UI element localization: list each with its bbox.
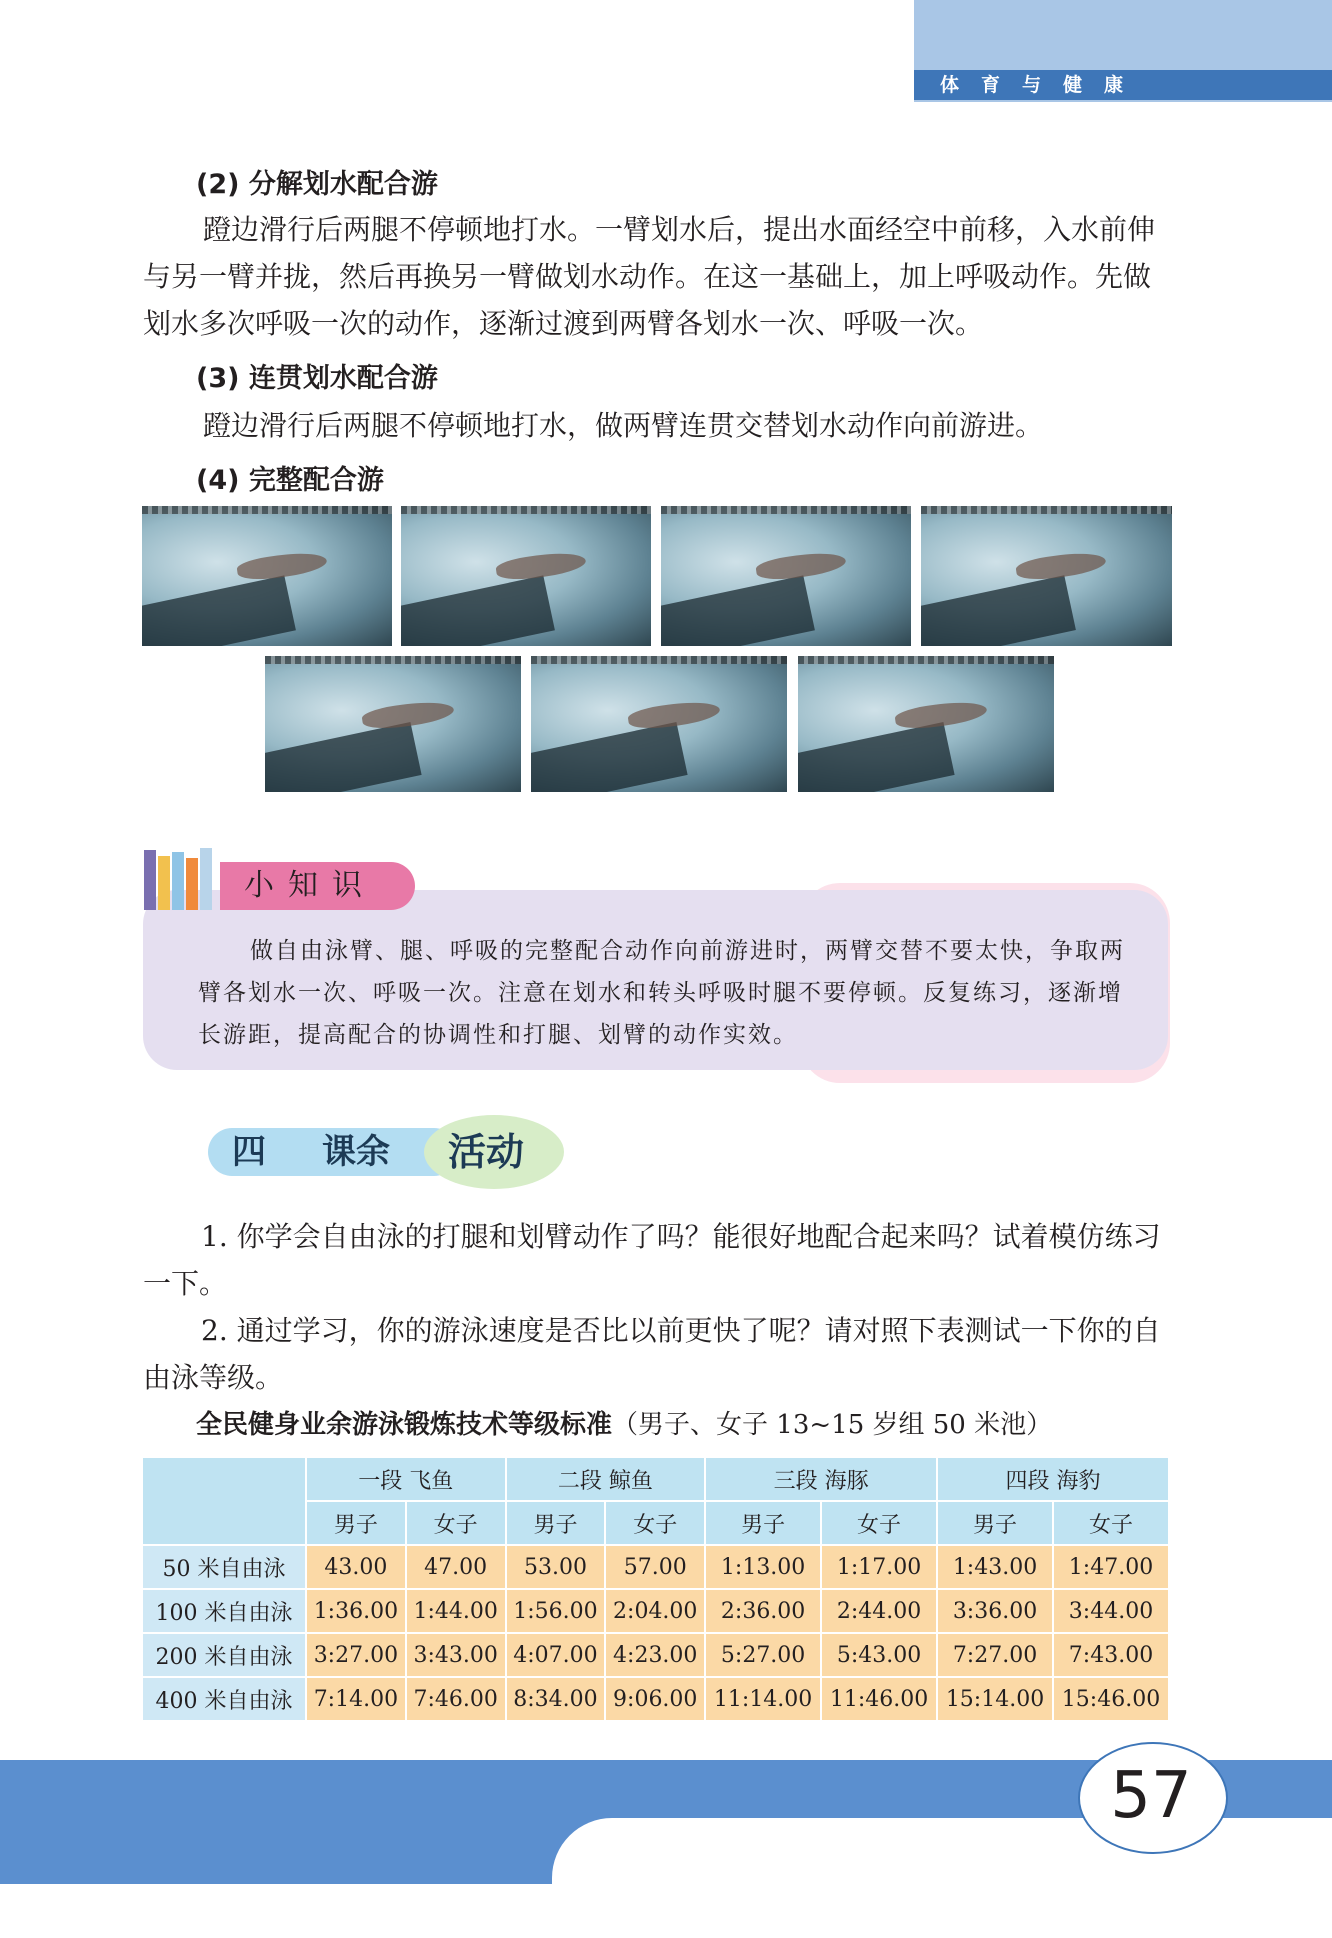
time-cell: 9:06.00 bbox=[605, 1677, 705, 1721]
swimming-photo bbox=[921, 506, 1172, 646]
section-text: 蹬边滑行后两腿不停顿地打水。一臂划水后，提出水面经空中前移，入水前伸与另一臂并拢，然后再换另一臂做划水动作。在这一基础上，加上呼吸动作。先做划水多次呼吸一次的动作，逐渐过渡到两臂各划水一次、呼吸一次。 bbox=[143, 213, 1156, 340]
swimming-photo bbox=[798, 656, 1054, 792]
gender-header: 男子 bbox=[937, 1501, 1053, 1545]
level-header: 二段 鲸鱼 bbox=[506, 1458, 706, 1501]
swimming-photo bbox=[531, 656, 787, 792]
activity-number: 四 bbox=[232, 1132, 266, 1172]
level-header: 四段 海豹 bbox=[937, 1458, 1169, 1501]
time-cell: 2:04.00 bbox=[605, 1589, 705, 1633]
time-cell: 47.00 bbox=[406, 1545, 506, 1589]
time-cell: 43.00 bbox=[306, 1545, 406, 1589]
time-cell: 7:14.00 bbox=[306, 1677, 406, 1721]
table-title-main: 全民健身业余游泳锻炼技术等级标准 bbox=[196, 1410, 613, 1440]
time-cell: 15:46.00 bbox=[1053, 1677, 1169, 1721]
time-cell: 3:43.00 bbox=[406, 1633, 506, 1677]
table-row bbox=[143, 1677, 1169, 1721]
table-corner-cell bbox=[143, 1458, 306, 1545]
table-title-note: （男子、女子 13~15 岁组 50 米池） bbox=[612, 1410, 1053, 1440]
time-cell: 1:13.00 bbox=[705, 1545, 821, 1589]
event-label: 200 米自由泳 bbox=[143, 1633, 306, 1677]
time-cell: 53.00 bbox=[506, 1545, 606, 1589]
time-cell: 11:46.00 bbox=[821, 1677, 937, 1721]
table-row bbox=[143, 1589, 1169, 1633]
section-heading: (2) 分解划水配合游 bbox=[196, 169, 438, 200]
time-cell: 5:27.00 bbox=[705, 1633, 821, 1677]
time-cell: 4:23.00 bbox=[605, 1633, 705, 1677]
activity-item: 1. 你学会自由泳的打腿和划臂动作了吗？能很好地配合起来吗？试着模仿练习一下。 bbox=[143, 1220, 1161, 1300]
table-title bbox=[196, 1404, 1052, 1441]
time-cell: 57.00 bbox=[605, 1545, 705, 1589]
swimming-photo bbox=[661, 506, 911, 646]
time-cell: 7:46.00 bbox=[406, 1677, 506, 1721]
section-paragraph bbox=[143, 402, 1173, 449]
level-header: 一段 飞鱼 bbox=[306, 1458, 506, 1501]
table-row bbox=[143, 1633, 1169, 1677]
gender-header: 男子 bbox=[705, 1501, 821, 1545]
time-cell: 4:07.00 bbox=[506, 1633, 606, 1677]
time-cell: 3:44.00 bbox=[1053, 1589, 1169, 1633]
time-cell: 8:34.00 bbox=[506, 1677, 606, 1721]
swimming-photo bbox=[265, 656, 521, 792]
books-icon bbox=[142, 842, 224, 912]
gender-header: 女子 bbox=[406, 1501, 506, 1545]
swimming-photo bbox=[401, 506, 651, 646]
page-number: 57 bbox=[1110, 1759, 1192, 1833]
section-heading: (4) 完整配合游 bbox=[196, 465, 384, 496]
time-cell: 3:27.00 bbox=[306, 1633, 406, 1677]
event-label: 50 米自由泳 bbox=[143, 1545, 306, 1589]
time-cell: 1:47.00 bbox=[1053, 1545, 1169, 1589]
time-cell: 5:43.00 bbox=[821, 1633, 937, 1677]
table-header-row bbox=[143, 1458, 1169, 1501]
knowledge-text-block bbox=[198, 930, 1128, 1056]
activity-items bbox=[143, 1213, 1173, 1401]
section-paragraph bbox=[143, 206, 1173, 347]
gender-header: 女子 bbox=[821, 1501, 937, 1545]
time-cell: 2:36.00 bbox=[705, 1589, 821, 1633]
time-cell: 11:14.00 bbox=[705, 1677, 821, 1721]
activity-item: 2. 通过学习，你的游泳速度是否比以前更快了呢？请对照下表测试一下你的自由泳等级。 bbox=[143, 1314, 1161, 1394]
time-cell: 7:43.00 bbox=[1053, 1633, 1169, 1677]
event-label: 400 米自由泳 bbox=[143, 1677, 306, 1721]
knowledge-title: 小知识 bbox=[244, 868, 376, 903]
header-subject: 体育与健康 bbox=[940, 74, 1146, 96]
time-cell: 2:44.00 bbox=[821, 1589, 937, 1633]
swimming-photo bbox=[142, 506, 392, 646]
activity-label-a: 课余 bbox=[322, 1132, 390, 1172]
level-header: 三段 海豚 bbox=[705, 1458, 937, 1501]
knowledge-text: 做自由泳臂、腿、呼吸的完整配合动作向前游进时，两臂交替不要太快，争取两臂各划水一次、呼吸一次。注意在划水和转头呼吸时腿不要停顿。反复练习，逐渐增长游距，提高配合的协调性和打腿、划臂的动作实效。 bbox=[198, 938, 1125, 1048]
gender-header: 男子 bbox=[306, 1501, 406, 1545]
time-cell: 1:36.00 bbox=[306, 1589, 406, 1633]
section-text: 蹬边滑行后两腿不停顿地打水，做两臂连贯交替划水动作向前游进。 bbox=[203, 409, 1044, 442]
gender-header: 女子 bbox=[605, 1501, 705, 1545]
time-cell: 1:43.00 bbox=[937, 1545, 1053, 1589]
event-label: 100 米自由泳 bbox=[143, 1589, 306, 1633]
gender-header: 男子 bbox=[506, 1501, 606, 1545]
section-heading: (3) 连贯划水配合游 bbox=[196, 363, 438, 394]
time-cell: 1:44.00 bbox=[406, 1589, 506, 1633]
time-cell: 1:56.00 bbox=[506, 1589, 606, 1633]
time-cell: 1:17.00 bbox=[821, 1545, 937, 1589]
time-cell: 3:36.00 bbox=[937, 1589, 1053, 1633]
activity-label-b: 活动 bbox=[448, 1130, 525, 1174]
swim-level-table bbox=[143, 1458, 1170, 1722]
time-cell: 7:27.00 bbox=[937, 1633, 1053, 1677]
table-row bbox=[143, 1545, 1169, 1589]
gender-header: 女子 bbox=[1053, 1501, 1169, 1545]
time-cell: 15:14.00 bbox=[937, 1677, 1053, 1721]
